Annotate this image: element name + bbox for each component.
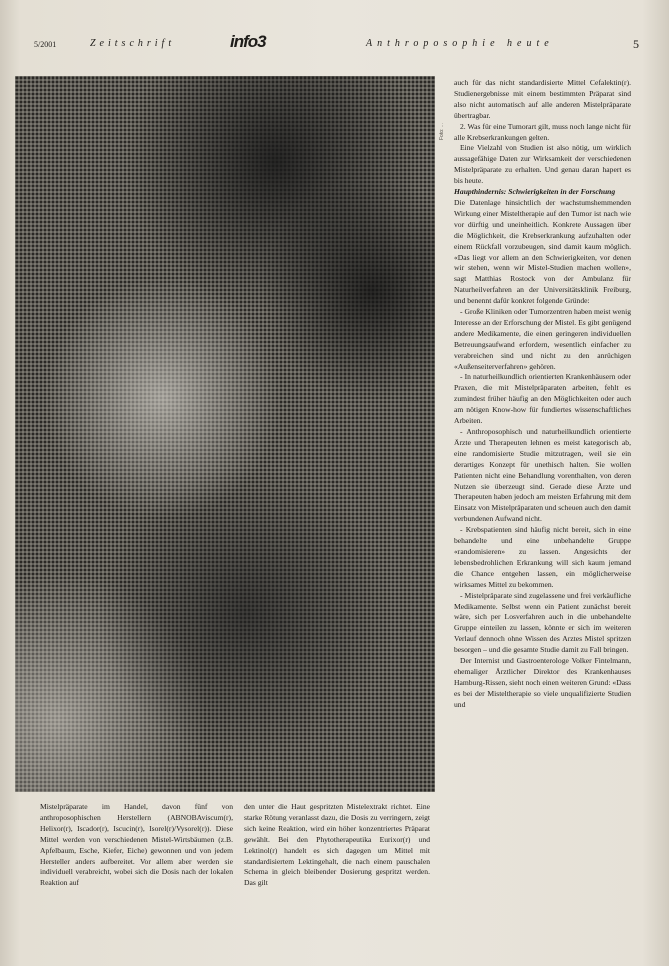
mistletoe-photo — [15, 76, 435, 792]
photo-credit: Foto: ... — [439, 123, 445, 140]
left-text-column — [40, 802, 233, 889]
issue-date: 5/2001 — [34, 40, 57, 49]
paragraph: Eine Vielzahl von Studien ist also nötig, um wirklich aussagefähige Daten zur Wirksamkeit der verschiedenen Mistelpräparate zu erhalten. Und genau daran hapert es bis heute. — [454, 143, 631, 186]
paragraph: - Anthroposophisch und naturheilkundlich orientierte Ärzte und Therapeuten lehnen es meist kategorisch ab, eine randomisierte Studie mitzutragen, weil sie ein derartiges Konzept für unethisch halten. Sie wollen Patienten nicht eine Behandlung vorenthalten, von deren Nutzen sie überzeugt sind. Gerade diese Ärzte und Therapeuten haben jedoch am meisten Erfahrung mit dem Einsatz von Mistelpräparaten und scheuen auch den damit verbundenen Aufwand nicht. — [454, 427, 631, 524]
page-number: 5 — [633, 37, 639, 51]
paragraph: Der Internist und Gastroenterologe Volker Fintelmann, ehemaliger Ärztlicher Direktor des Krankenhauses Hamburg-Rissen, sieht noch einen weiteren Grund: «Dass es bei der Misteltherapie so viele unqualifizierte Studien und — [454, 656, 631, 709]
paragraph: 2. Was für eine Tumorart gilt, muss noch lange nicht für alle Krebserkrankungen gelten. — [454, 121, 631, 142]
magazine-logo: info3 — [230, 32, 266, 51]
paragraph: Die Datenlage hinsichtlich der wachstumshemmenden Wirkung einer Misteltherapie auf den Tumor ist nach wie vor dürftig und uneinheitlich. Konkrete Aussagen über die Möglichkeit, die Krebserkrankung aufzuhalten oder einem Rückfall vorzubeugen, sind damit kaum möglich. «Das liegt vor allem an den Schwierigkeiten, vor denen wir stehen, wenn wir Mistel-Studien machen wollen», sagt Matthias Rostock von der Ambulanz für Naturheilverfahren an der Universitätsklinik Freiburg, und benennt dafür konkret folgende Gründe: — [454, 197, 631, 306]
paragraph: - In naturheilkundlich orientierten Krankenhäusern oder Praxen, die mit Mistelpräparaten arbeiten, fehlt es zumindest früher häufig an den Möglichkeiten oder auch am nötigen Know-how für fundiertes wissenschaftliches Arbeiten. — [454, 372, 631, 426]
right-text-column — [454, 78, 631, 711]
section-title: Anthroposophie heute — [366, 38, 554, 49]
page-header — [34, 32, 639, 58]
magazine-name: Zeitschrift — [90, 38, 176, 49]
paragraph: auch für das nicht standardisierte Mittel Cefalektin(r). Studienergebnisse mit einem bestimmten Präparat sind also nicht automatisch auf alle anderen Mistelpräparate übertragbar. — [454, 78, 631, 120]
middle-text-column — [244, 802, 430, 889]
paragraph: - Große Kliniken oder Tumorzentren haben meist wenig Interesse an der Erforschung der Mistel. Es gibt genügend andere Medikamente, die einen geringeren individuellen Betreuungsaufwand erfordern, wesentlich einfacher zu verabreichen sind und nicht zu den anrüchigen «Außenseiterverfahren» gehören. — [454, 307, 631, 371]
subheading: Haupthindernis: Schwierigkeiten in der Forschung — [454, 187, 616, 197]
paragraph: den unter die Haut gespritzten Mistelextrakt richtet. Eine starke Rötung veranlasst dazu, die Dosis zu verringern, zeigt sich keine Reaktion, wird ein höher konzentriertes Präparat gewählt. Bei den Phytotherapeutika Eurixor(r) und Lektinol(r) handelt es sich dagegen um Mittel mit standardisiertem Lektingehalt, die nach einem pauschalen Schema in gleich bleibender Dosierung gespritzt werden. Das gilt — [244, 802, 430, 888]
paragraph: - Krebspatienten sind häufig nicht bereit, sich in eine behandelte und eine unbehandelte Gruppe «randomisieren» zu lassen. Angesichts der lebensbedrohlichen Erkrankung will sich kaum jemand die Chance entgehen lassen, ein möglicherweise wirksames Mittel zu bekommen. — [454, 525, 631, 589]
paragraph: Mistelpräparate im Handel, davon fünf von anthroposophischen Herstellern (ABNOBAviscum(r), Helixor(r), Iscador(r), Iscucin(r), Isorel(r)/Vysorel(r)). Diese Mittel werden von verschiedenen Mistel-Wirtsbäumen (z.B. Apfelbaum, Esche, Kiefer, Eiche) gewonnen und von jedem Hersteller anders aufbereitet. Vor allem aber werden sie individuell verabreicht, wobei sich die Dosis nach der lokalen Reaktion auf — [40, 802, 233, 888]
paragraph: - Mistelpräparate sind zugelassene und frei verkäufliche Medikamente. Selbst wenn ein Patient zunächst bereit wäre, sich per Losverfahren auch in die unbehandelte Gruppe einteilen zu lassen, könnte er sich im weiteren Verlauf dennoch ohne Wissen des Arztes Mistel spritzen besorgen – und die gesamte Studie damit zu Fall bringen. — [454, 590, 631, 655]
